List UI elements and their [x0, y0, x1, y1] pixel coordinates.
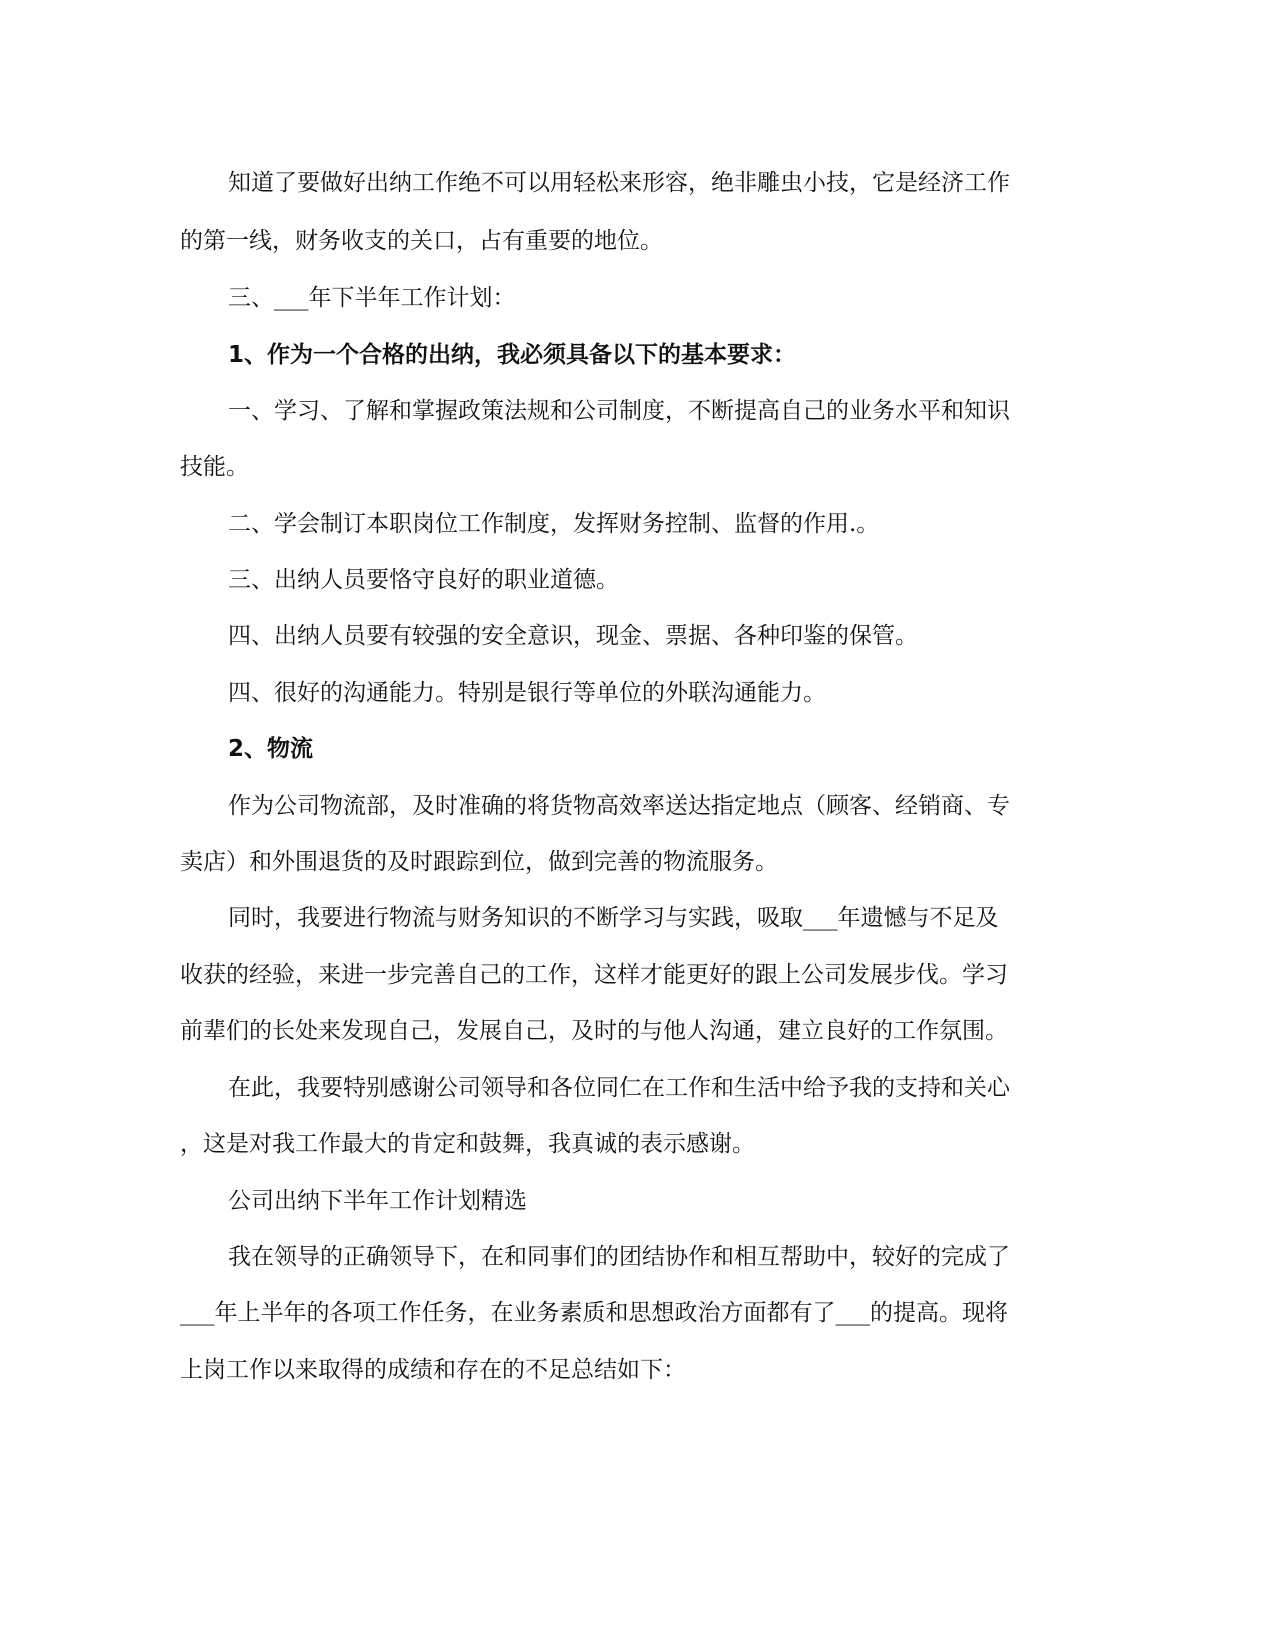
- paragraph-line: 前辈们的长处来发现自己，发展自己，及时的与他人沟通，建立良好的工作氛围。: [180, 1018, 1008, 1044]
- paragraph-line: 作为公司物流部，及时准确的将货物高效率送达指定地点（顾客、经销商、专: [228, 793, 1010, 819]
- paragraph-line: 一、学习、了解和掌握政策法规和公司制度，不断提高自己的业务水平和知识: [228, 398, 1010, 424]
- section-heading: 三、___年下半年工作计划：: [228, 285, 516, 311]
- document-title: 公司出纳下半年工作计划精选: [228, 1188, 527, 1214]
- paragraph-line: 四、出纳人员要有较强的安全意识，现金、票据、各种印鉴的保管。: [228, 623, 918, 649]
- subsection-heading: 1、作为一个合格的出纳，我必须具备以下的基本要求：: [228, 342, 797, 368]
- paragraph-line: 卖店）和外围退货的及时跟踪到位，做到完善的物流服务。: [180, 849, 778, 875]
- paragraph-line: 同时，我要进行物流与财务知识的不断学习与实践，吸取___年遗憾与不足及: [228, 905, 999, 931]
- paragraph-line: 二、学会制订本职岗位工作制度，发挥财务控制、监督的作用.。: [228, 511, 880, 537]
- paragraph-line: 上岗工作以来取得的成绩和存在的不足总结如下：: [180, 1357, 686, 1383]
- paragraph-line: 收获的经验，来进一步完善自己的工作，这样才能更好的跟上公司发展步伐。学习: [180, 962, 1008, 988]
- paragraph-line: ___年上半年的各项工作任务，在业务素质和思想政治方面都有了___的提高。现将: [180, 1300, 1008, 1326]
- subsection-heading: 2、物流: [228, 736, 314, 762]
- paragraph-line: 我在领导的正确领导下，在和同事们的团结协作和相互帮助中，较好的完成了: [228, 1244, 1010, 1270]
- paragraph-line: 技能。: [180, 454, 249, 480]
- paragraph-line: ，这是对我工作最大的肯定和鼓舞，我真诚的表示感谢。: [180, 1131, 755, 1157]
- paragraph-line: 三、出纳人员要恪守良好的职业道德。: [228, 567, 619, 593]
- paragraph-line: 四、很好的沟通能力。特别是银行等单位的外联沟通能力。: [228, 680, 826, 706]
- paragraph-line: 在此，我要特别感谢公司领导和各位同仁在工作和生活中给予我的支持和关心: [228, 1075, 1010, 1101]
- paragraph-line: 的第一线，财务收支的关口，占有重要的地位。: [180, 228, 663, 254]
- paragraph-line: 知道了要做好出纳工作绝不可以用轻松来形容，绝非雕虫小技，它是经济工作: [228, 170, 1010, 196]
